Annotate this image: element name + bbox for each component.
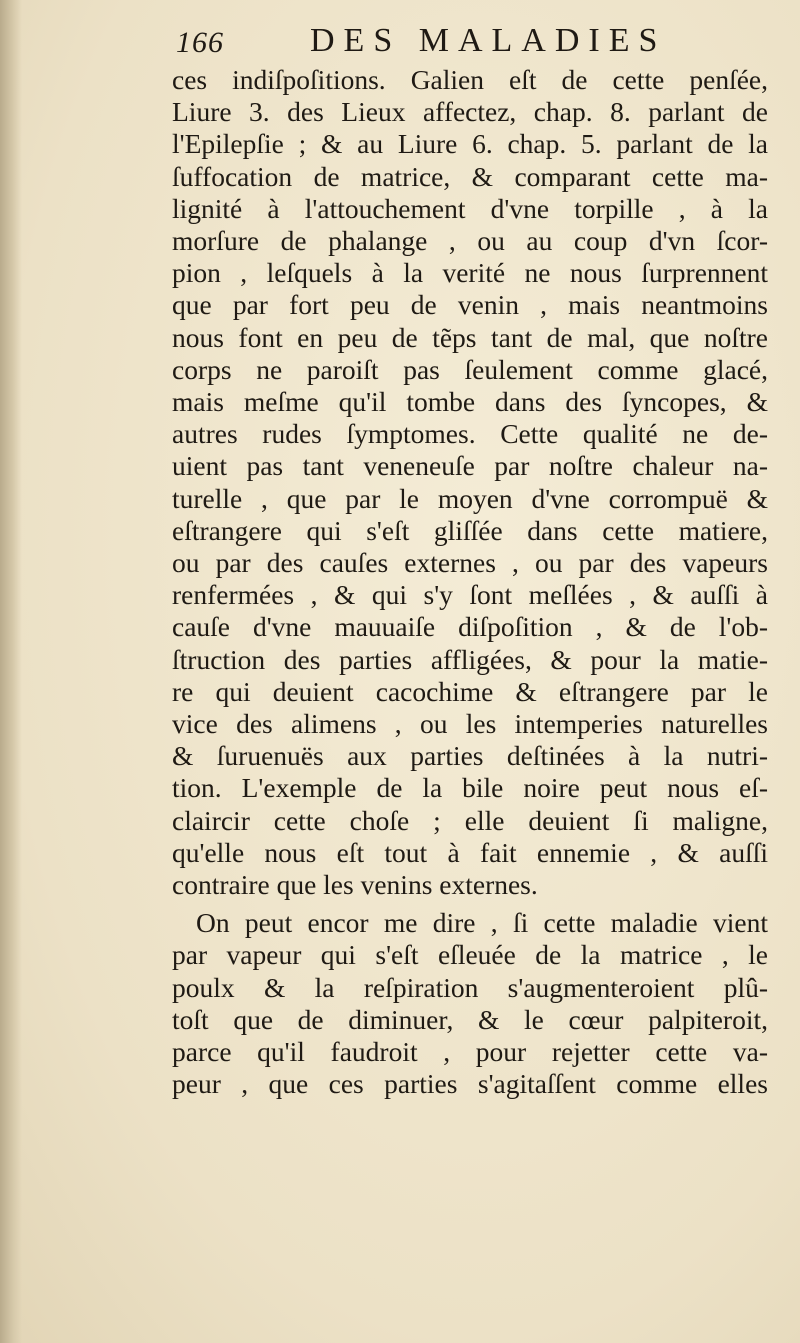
text-line: mais meſme qu'il tombe dans des ſyncopes, &: [172, 386, 768, 418]
text-line: morſure de phalange , ou au coup d'vn ſcor-: [172, 225, 768, 257]
text-line: l'Epilepſie ; & au Liure 6. chap. 5. parlant de la: [172, 128, 768, 160]
text-line: nous font en peu de tẽps tant de mal, que noſtre: [172, 321, 768, 353]
text-line: renfermées , & qui s'y ſont meſlées , & auſſi à: [172, 579, 768, 611]
text-line: tion. L'exemple de la bile noire peut nous eſ-: [172, 772, 768, 804]
page-number: 166: [176, 26, 224, 59]
text-line: que par fort peu de venin , mais neantmoins: [172, 289, 768, 321]
page-gutter: [0, 0, 22, 1343]
text-line: lignité à l'attouchement d'vne torpille , à la: [172, 192, 768, 224]
running-header: [176, 22, 776, 66]
text-line: vice des alimens , ou les intemperies naturelles: [172, 708, 768, 740]
text-line: toſt que de diminuer, & le cœur palpiteroit,: [172, 1003, 768, 1035]
text-line: ou par des cauſes externes , ou par des vapeurs: [172, 547, 768, 579]
text-line: parce qu'il faudroit , pour rejetter cette va-: [172, 1036, 768, 1068]
body-text: [172, 64, 768, 1101]
text-line: turelle , que par le moyen d'vne corrompuë &: [172, 482, 768, 514]
text-line: peur , que ces parties s'agitaſſent comme elles: [172, 1068, 768, 1100]
text-line: par vapeur qui s'eſt eſleuée de la matrice , le: [172, 939, 768, 971]
running-title: DES MALADIES: [310, 22, 667, 59]
text-line: On peut encor me dire , ſi cette maladie vient: [196, 907, 768, 939]
text-line: eſtrangere qui s'eſt gliſſée dans cette matiere,: [172, 514, 768, 546]
text-line: poulx & la reſpiration s'augmenteroient plû-: [172, 971, 768, 1003]
text-line: contraire que les venins externes.: [172, 869, 538, 901]
text-line: uient pas tant veneneuſe par noſtre chaleur na-: [172, 450, 768, 482]
text-line: autres rudes ſymptomes. Cette qualité ne de-: [172, 418, 768, 450]
text-line: & ſuruenuës aux parties deſtinées à la nutri-: [172, 740, 768, 772]
text-line: cauſe d'vne mauuaiſe diſpoſition , & de l'ob-: [172, 611, 768, 643]
text-line: ſtruction des parties affligées, & pour la matie-: [172, 643, 768, 675]
text-line: qu'elle nous eſt tout à fait ennemie , & auſſi: [172, 836, 768, 868]
text-line: claircir cette choſe ; elle deuient ſi maligne,: [172, 804, 768, 836]
text-line: Liure 3. des Lieux affectez, chap. 8. parlant de: [172, 96, 768, 128]
text-line: ces indiſpoſitions. Galien eſt de cette penſée,: [172, 64, 768, 95]
text-line: corps ne paroiſt pas ſeulement comme glacé,: [172, 353, 768, 385]
text-line: ſuffocation de matrice, & comparant cette ma-: [172, 160, 768, 192]
text-line: re qui deuient cacochime & eſtrangere par le: [172, 675, 768, 707]
text-line: pion , leſquels à la verité ne nous ſurprennent: [172, 257, 768, 289]
